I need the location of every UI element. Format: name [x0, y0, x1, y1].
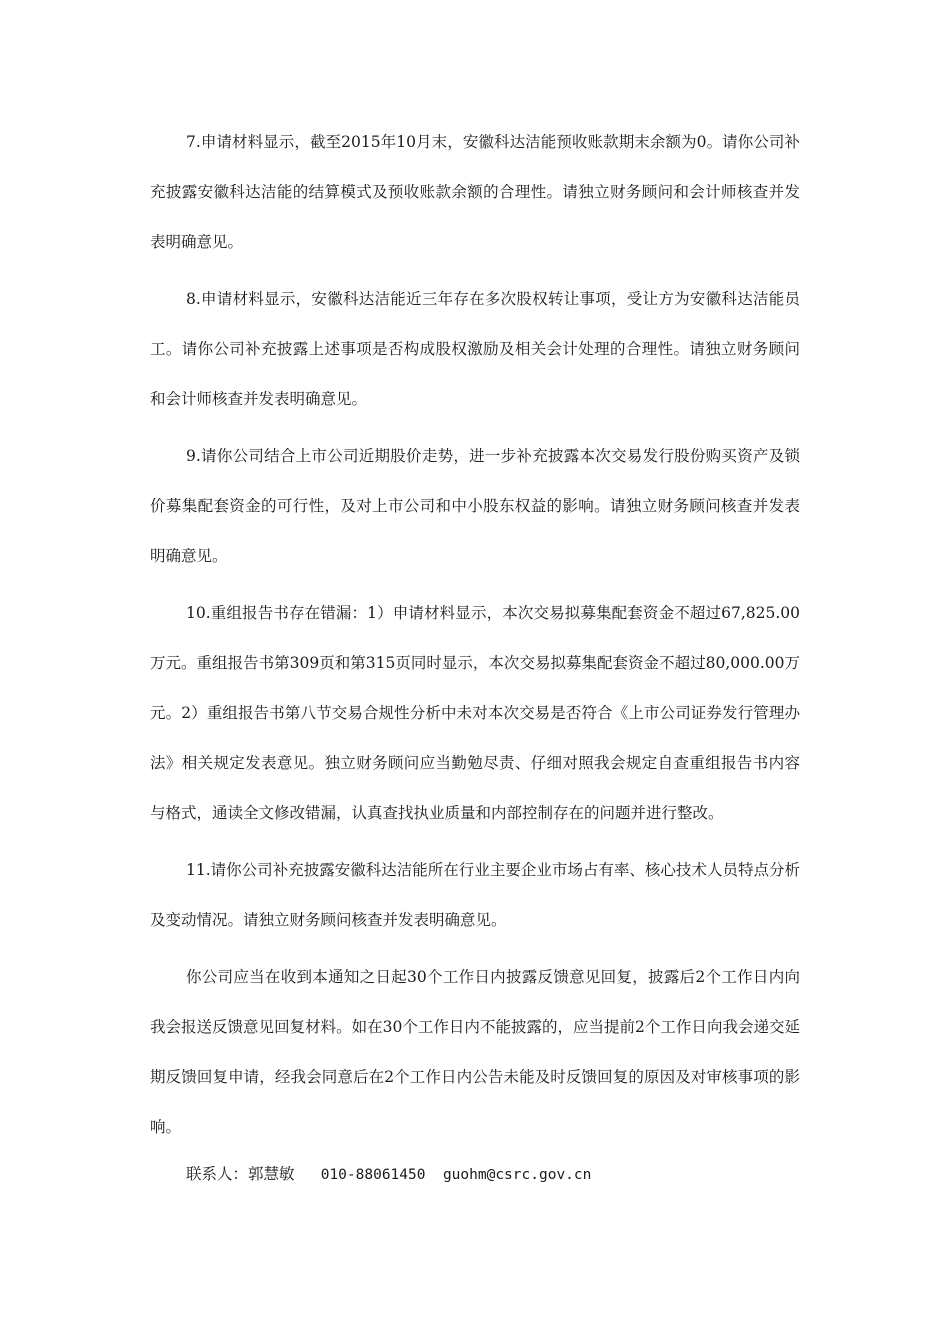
- paragraph-item-10: 10.重组报告书存在错漏：1）申请材料显示，本次交易拟募集配套资金不超过67,825.00万元。重组报告书第309页和第315页同时显示，本次交易拟募集配套资金不超过80,000.00万元。2）重组报告书第八节交易合规性分析中未对本次交易是否符合《上市公司证券发行管理办法》相关规定发表意见。独立财务顾问应当勤勉尽责、仔细对照我会规定自查重组报告书内容与格式，通读全文修改错漏，认真查找执业质量和内部控制存在的问题并进行整改。: [150, 604, 800, 822]
- document-body: [150, 117, 800, 1190]
- contact-label: 联系人：郭慧敏: [186, 1165, 295, 1183]
- paragraph-item-8: 8.申请材料显示，安徽科达洁能近三年存在多次股权转让事项，受让方为安徽科达洁能员工。请你公司补充披露上述事项是否构成股权激励及相关会计处理的合理性。请独立财务顾问和会计师核查并发表明确意见。: [150, 290, 800, 408]
- paragraph-item-11: 11.请你公司补充披露安徽科达洁能所在行业主要企业市场占有率、核心技术人员特点分析及变动情况。请独立财务顾问核查并发表明确意见。: [150, 861, 800, 929]
- contact-line: [150, 1159, 800, 1190]
- paragraph-deadline-notice: 你公司应当在收到本通知之日起30个工作日内披露反馈意见回复，披露后2个工作日内向我会报送反馈意见回复材料。如在30个工作日内不能披露的，应当提前2个工作日向我会递交延期反馈回复申请，经我会同意后在2个工作日内公告未能及时反馈回复的原因及对审核事项的影响。: [150, 968, 800, 1136]
- paragraph-item-9: 9.请你公司结合上市公司近期股价走势，进一步补充披露本次交易发行股份购买资产及锁价募集配套资金的可行性，及对上市公司和中小股东权益的影响。请独立财务顾问核查并发表明确意见。: [150, 447, 800, 565]
- paragraph-item-7: 7.申请材料显示，截至2015年10月末，安徽科达洁能预收账款期末余额为0。请你公司补充披露安徽科达洁能的结算模式及预收账款余额的合理性。请独立财务顾问和会计师核查并发表明确意见。: [150, 133, 800, 251]
- contact-phone: 010-88061450: [320, 1167, 426, 1183]
- contact-email: guohm@csrc.gov.cn: [442, 1167, 592, 1183]
